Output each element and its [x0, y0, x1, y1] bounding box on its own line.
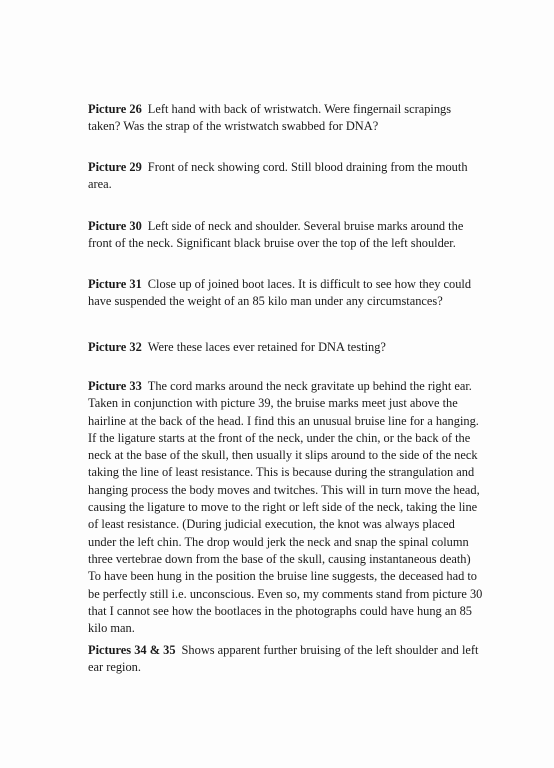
entry-text: Shows apparent further bruising of the left shoulder and left ear region. [88, 643, 479, 675]
entry-text: Close up of joined boot laces. It is difficult to see how they could have suspended the weight of an 85 kilo man under any circumstances? [88, 277, 472, 309]
entry-text: Front of neck showing cord. Still blood draining from the mouth area. [88, 160, 468, 192]
entry-text: Were these laces ever retained for DNA testing? [147, 340, 386, 354]
entry-picture-33 [88, 378, 483, 637]
entry-text: The cord marks around the neck gravitate up behind the right ear. Taken in conjunction with picture 39, the bruise marks meet just above the hairline at the back of the head. I find this an unusual bruise line for a hanging. If the ligature starts at the front of the neck, under the chin, or the back of the neck at the base of the skull, then usually it slips around to the side of the neck taking the line of least resistance. This is because during the strangulation and hanging process the body moves and twitches. This will in turn move the head, causing the ligature to move to the right or left side of the neck, taking the line of least resistance. (During judicial execution, the knot was always placed under the left chin. The drop would jerk the neck and snap the spinal column three vertebrae down from the base of the skull, causing instantaneous death) To have been hung in the position the bruise line suggests, the deceased had to be perfectly still i.e. unconscious. Even so, my comments stand from picture 30 that I cannot see how the bootlaces in the photographs could have hung an 85 kilo man. [88, 379, 483, 636]
entry-label: Picture 29 [88, 160, 142, 174]
entry-picture-26 [88, 101, 483, 136]
entry-pictures-34-35 [88, 642, 483, 677]
entry-picture-31 [88, 276, 483, 311]
entry-text: Left hand with back of wristwatch. Were fingernail scrapings taken? Was the strap of the wristwatch swabbed for DNA? [88, 102, 452, 134]
entry-label: Picture 33 [88, 379, 142, 393]
entry-label: Picture 30 [88, 219, 142, 233]
entry-picture-30 [88, 218, 483, 253]
entry-picture-32 [88, 339, 483, 356]
entry-label: Pictures 34 & 35 [88, 643, 176, 657]
entry-label: Picture 32 [88, 340, 142, 354]
entry-label: Picture 31 [88, 277, 142, 291]
entry-picture-29 [88, 159, 483, 194]
entry-label: Picture 26 [88, 102, 142, 116]
entry-text: Left side of neck and shoulder. Several bruise marks around the front of the neck. Significant black bruise over the top of the left shoulder. [88, 219, 464, 251]
